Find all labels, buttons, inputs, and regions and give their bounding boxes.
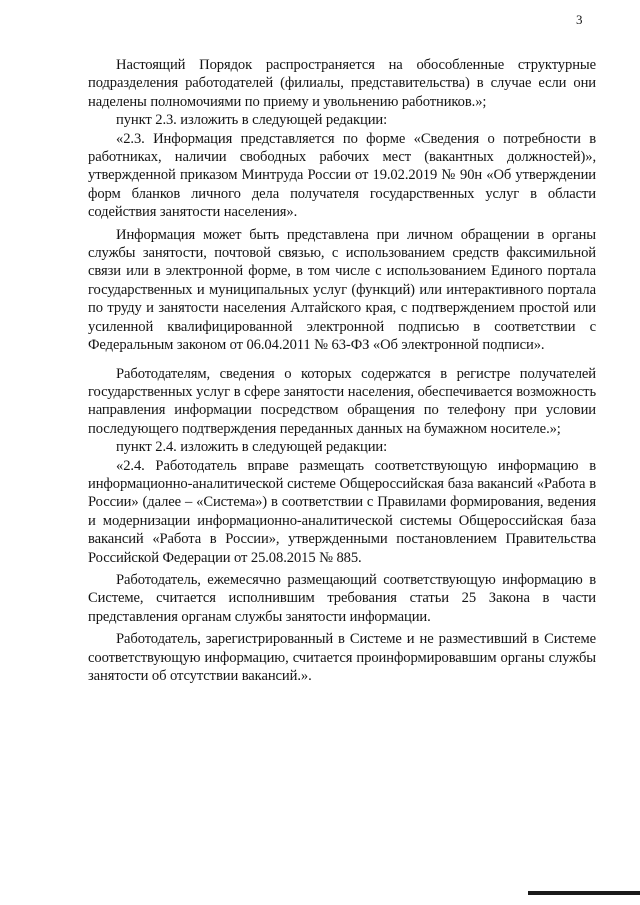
- document-body: [88, 56, 596, 685]
- paragraph-clause-2-4-intro: пункт 2.4. изложить в следующей редакции:: [116, 439, 388, 456]
- paragraph-clause-2-3-intro: пункт 2.3. изложить в следующей редакции:: [116, 112, 388, 129]
- paragraph-no-vacancies: Работодатель, зарегистрированный в Системе и не разместивший в Системе соответствующую информацию, считается проинформировавшим органы службы занятости об отсутствии вакансий.».: [88, 631, 596, 684]
- paragraph-monthly-posting: Работодатель, ежемесячно размещающий соответствующую информацию в Системе, считается исполнившим требования статьи 25 Закона в части представления органам службы занятости информации.: [88, 571, 596, 625]
- page-number: 3: [576, 12, 583, 27]
- paragraph-scope: Настоящий Порядок распространяется на обособленные структурные подразделения работодателей (филиалы, представительства) в случае если они наделены полномочиями по приему и увольнению работников.»;: [88, 57, 596, 110]
- paragraph-clause-2-4: «2.4. Работодатель вправе размещать соответствующую информацию в информационно-аналитической системе Общероссийская база вакансий «Работа в России» (далее – «Система») в соответствии с Правилами формирования, ведения и модернизации информационно-аналитической системы Общероссийская база вакансий «Работа в России», утвержденными постановлением Правительства Российской Федерации от 25.08.2015 № 885.: [88, 457, 596, 566]
- paragraph-clause-2-3: «2.3. Информация представляется по форме «Сведения о потребности в работниках, наличии свободных рабочих мест (вакантных должностей)», утвержденной приказом Минтруда России от 19.02.2019 № 90н «Об утверждении форм бланков личного дела получателя государственных услуг в области содействия занятости населения».: [88, 130, 596, 221]
- scan-edge-mark: [528, 891, 640, 895]
- paragraph-submission-methods: Информация может быть представлена при личном обращении в органы службы занятости, почтовой связью, с использованием средств факсимильной связи или в электронной форме, в том числе с использованием Единого портала государственных и муниципальных услуг (функций) или интерактивного портала по труду и занятости населения Алтайского края, с подтверждением простой или усиленной квалифицированной электронной подписью в соответствии с Федеральным законом от 06.04.2011 № 63-ФЗ «Об электронной подписи».: [88, 226, 596, 354]
- paragraph-phone-submission: Работодателям, сведения о которых содержатся в регистре получателей государственных услуг в сфере занятости населения, обеспечивается возможность направления информации посредством обращения по телефону при условии последующего подтверждения переданных данных на бумажном носителе.»;: [88, 365, 596, 437]
